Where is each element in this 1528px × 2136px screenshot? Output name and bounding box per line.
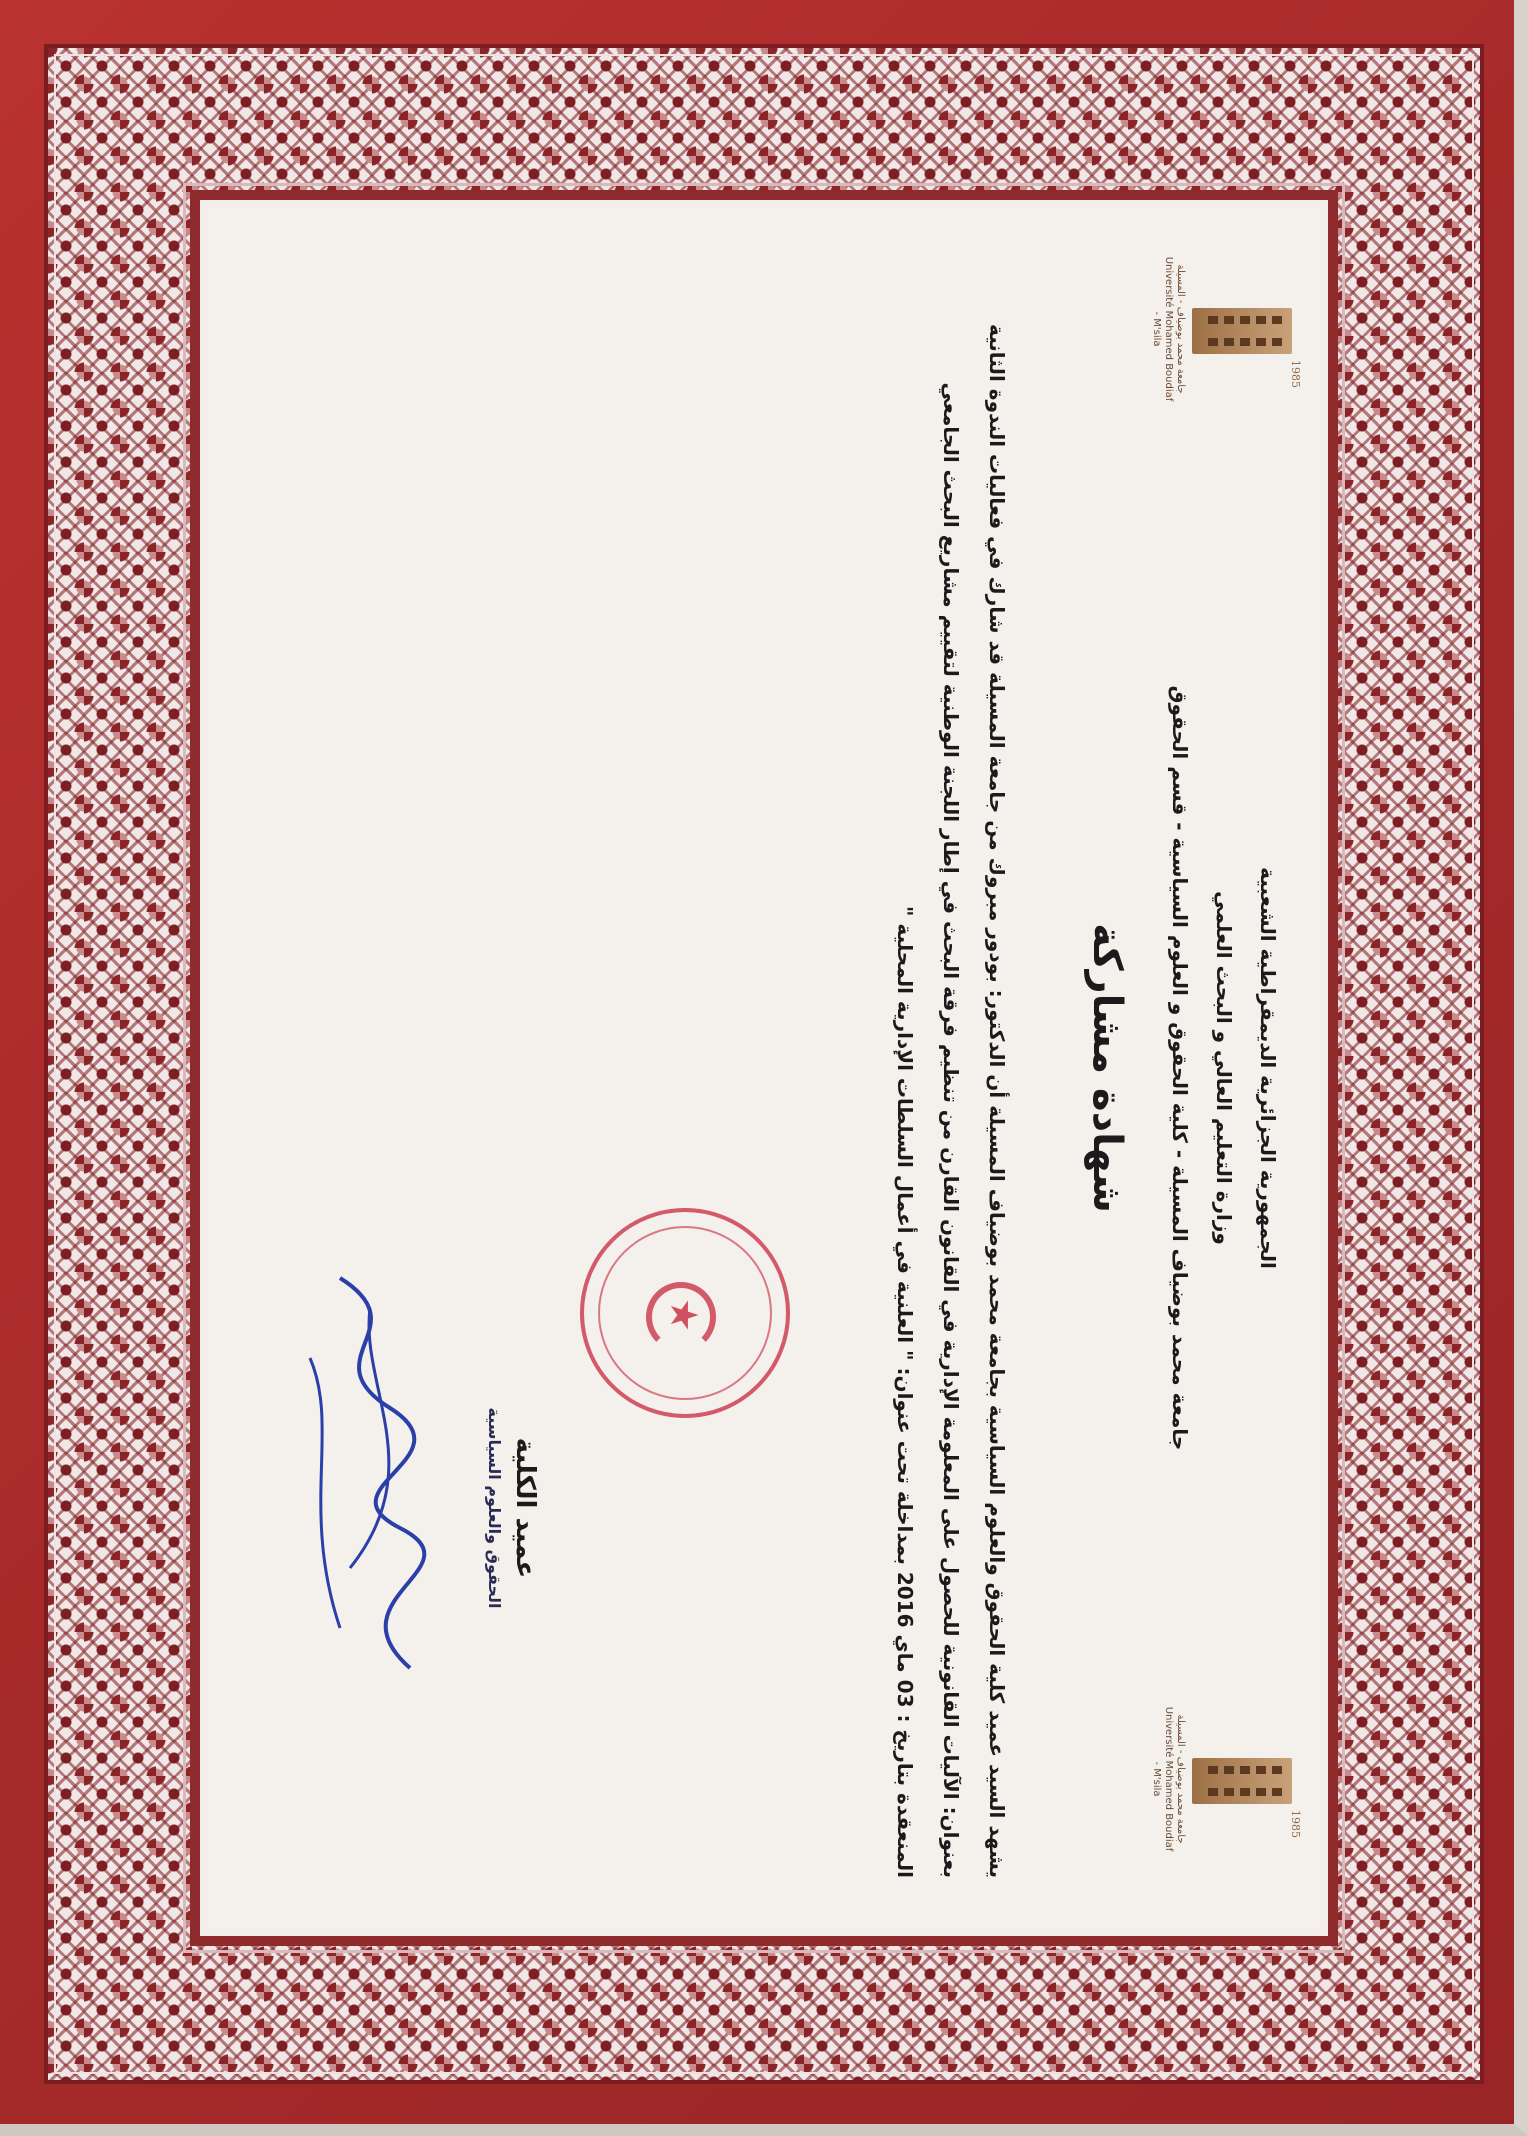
logo-name-fr: Université Mohamed Boudiaf - M'sila [1151,1706,1174,1852]
header-republic: الجمهورية الجزائرية الديمقراطية الشعبية [1256,867,1280,1269]
body-paragraph-1: يشهد السيد عميد كلية الحقوق والعلوم السياسية بجامعة محمد بوضياف المسيلة أن الدكتور: بودور مبروك من جامعة المسيلة قد شارك في فعاليات الندوة الثانية [985,323,1009,1878]
dean-title: عميد الكلية [510,1437,540,1579]
certificate-title: شهادة مشاركة [1084,923,1130,1213]
header-ministry: وزارة التعليم العالي و البحث العلمي [1212,891,1236,1245]
logo-year: 1985 [1289,360,1302,388]
logo-name-ar: جامعة محمد بوضياف - المسيلة [1175,264,1186,394]
star-icon: ★ [662,1298,706,1333]
dean-block [485,1248,540,1768]
certificate-content [208,208,1320,1928]
official-stamp [580,1208,790,1418]
logo-name-ar: جامعة محمد بوضياف - المسيلة [1175,1714,1186,1844]
body-paragraph-3: المنعقدة بتاريخ : 03 ماي 2016 بمداخلة تحت عنوان: " العلنية في أعمال السلطات الإدارية المحلية " [893,905,917,1878]
header-university: جامعة محمد بوضياف المسيلة - كلية الحقوق و العلوم السياسية - قسم الحقوق [1168,685,1192,1451]
dean-subtitle: الحقوق والعلوم السياسية [485,1407,504,1609]
certificate-body [882,258,1020,1878]
signature [290,1268,460,1688]
logo-name-fr: Université Mohamed Boudiaf - M'sila [1151,256,1174,402]
certificate-paper [208,208,1320,1928]
body-paragraph-2: بعنوان: الآليات القانونية للحصول على المعلومة الإدارية في القانون القارن من تنظيم فرقة البحث في إطار اللجنة الوطنية لتقييم مشاريع البحث الجامعي [939,382,963,1878]
logo-year: 1985 [1289,1810,1302,1838]
